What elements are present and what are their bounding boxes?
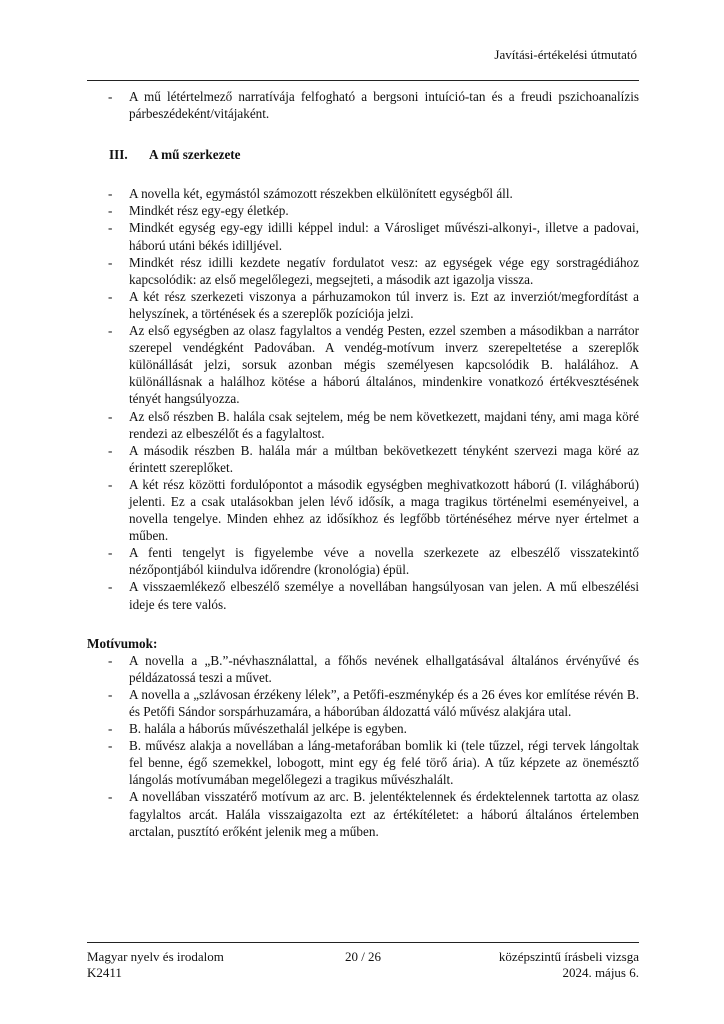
list-item: - A két rész közötti fordulópontot a második egységben meghivatkozott háború (I. világháború) jelenti. Ez a csak utalásokban jelen lévő idősík, a maga tragikus történelmi eseményeivel, a novella tengelye. Minden ehhez az idősíkhoz és legfőbb történéséhez mérve nyer értelmet a műben. (87, 476, 639, 544)
list-item: - Az első egységben az olasz fagylaltos a vendég Pesten, ezzel szemben a másodikban a narrátor szerepel vendégként Padovában. A vendég-motívum inverz szerepeltetése a szereplők különállását jelzi, sorsuk azonban mégis személyesen kapcsolódik B. halálához. A különállásnak a halálhoz kötése a háború általános, mindenkire vonatkozó értékvesztésének tényét hangsúlyozza. (87, 322, 639, 407)
document-body (87, 88, 639, 840)
section-number: III. (109, 147, 128, 163)
list-item: - Mindkét rész egy-egy életkép. (87, 202, 639, 219)
motifs-list (87, 652, 639, 840)
list-item: - A fenti tengelyt is figyelembe véve a novella szerkezete az elbeszélő visszatekintő nézőpontjából kiindulva időrendre (kronológia) épül. (87, 544, 639, 578)
list-item: - A mű létértelmező narratívája felfogható a bergsoni intuíció-tan és a freudi pszichoanalízis párbeszédeként/vitájaként. (87, 88, 639, 122)
footer-divider (87, 942, 639, 943)
intro-list (87, 88, 639, 122)
footer-subject: Magyar nyelv és irodalom (87, 949, 224, 964)
list-item: - A novella a „B.”-névhasználattal, a főhős nevének elhallgatásával általános érvényűvé és példázatossá teszi a művet. (87, 652, 639, 686)
motifs-heading: Motívumok: (87, 635, 158, 651)
structure-list (87, 185, 639, 612)
page-footer (87, 949, 639, 981)
footer-page-number: 20 / 26 (344, 949, 382, 964)
page-header-title: Javítási-értékelési útmutató (494, 47, 637, 62)
list-item: - B. művész alakja a novellában a láng-metaforában bomlik ki (tele tűzzel, régi tervek lángoltak fel benne, égő szemekkel, lobogott, mint egy ég felé törő ária). A tűz képzete az önemésztő lángolás motívumában megelőlegezi a tragikus művészhalált. (87, 737, 639, 788)
header-divider (87, 80, 639, 81)
section-title: A mű szerkezete (149, 147, 241, 163)
list-item: - A két rész szerkezeti viszonya a párhuzamokon túl inverz is. Ezt az inverziót/megfordítást a helyszínek, a történések és a szereplők pozíciója jelzi. (87, 288, 639, 322)
list-item: - A novella két, egymástól számozott részekben elkülönített egységből áll. (87, 185, 639, 202)
list-item: - A második részben B. halála már a múltban bekövetkezett tényként szervezi maga köré az érintett szereplőket. (87, 442, 639, 476)
footer-date: 2024. május 6. (562, 965, 639, 980)
footer-code: K2411 (87, 965, 122, 980)
footer-exam-level: középszintű írásbeli vizsga (498, 949, 639, 964)
list-item: - Az első részben B. halála csak sejtelem, még be nem következett, majdani tény, ami maga köré rendezi az elbeszélőt és a fagylaltost. (87, 408, 639, 442)
list-item: - Mindkét rész idilli kezdete negatív fordulatot vesz: az egységek vége egy sorstragédiához kapcsolódik: az első megelőlegezi, megsejteti, a második azt igazolja vissza. (87, 254, 639, 288)
list-item: - A novella a „szlávosan érzékeny lélek”, a Petőfi-eszménykép és a 26 éves kor említése révén B. és Petőfi Sándor sorspárhuzamára, a háborúban áldozattá váló művész alakjára utal. (87, 686, 639, 720)
section-heading (109, 146, 639, 163)
list-item: - Mindkét egység egy-egy idilli képpel indul: a Városliget művészi-alkonyi-, illetve a padovai, háború utáni békés idilljével. (87, 219, 639, 253)
list-item: - A visszaemlékező elbeszélő személye a novellában hangsúlyosan van jelen. A mű elbeszélési ideje és tere valós. (87, 578, 639, 612)
list-item: - A novellában visszatérő motívum az arc. B. jelentéktelennek és érdektelennek tartotta az olasz fagylaltos arcát. Halála visszaigazolta ezt az értékítéletet: a háború általános értelemben arctalan, pusztító erőként jelenik meg a műben. (87, 788, 639, 839)
list-item: - B. halála a háborús művészethalál jelképe is egyben. (87, 720, 639, 737)
